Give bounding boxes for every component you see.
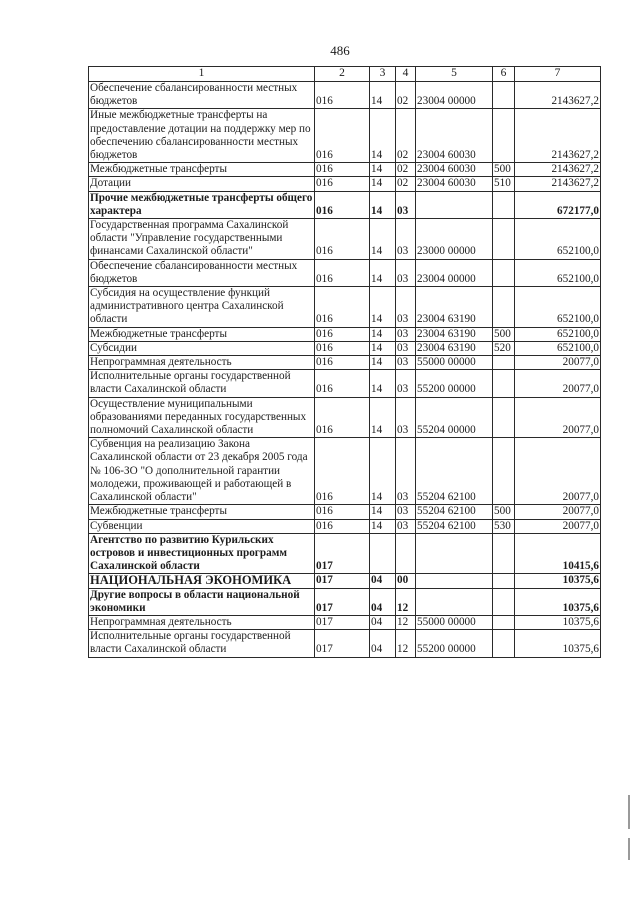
- row-section-cell: 14: [370, 177, 396, 191]
- row-section-cell: 04: [370, 588, 396, 615]
- row-section-cell: [370, 533, 396, 574]
- table-row: [89, 574, 601, 588]
- row-section-cell: 14: [370, 370, 396, 397]
- row-expense-type-cell: [493, 356, 515, 370]
- row-section-cell: 14: [370, 163, 396, 177]
- row-name-cell: Исполнительные органы государственной власти Сахалинской области: [89, 630, 315, 657]
- row-subsection-cell: [396, 533, 416, 574]
- row-amount-cell: 20077,0: [515, 519, 601, 533]
- row-target-article-cell: 55204 00000: [416, 397, 493, 438]
- row-section-cell: 04: [370, 574, 396, 588]
- row-subsection-cell: 03: [396, 370, 416, 397]
- scan-edge-mark: [628, 795, 630, 829]
- row-section-cell: 14: [370, 82, 396, 109]
- row-name-cell: Прочие межбюджетные трансферты общего характера: [89, 191, 315, 218]
- table-row: [89, 356, 601, 370]
- row-subsection-cell: 12: [396, 615, 416, 629]
- column-header: 7: [515, 67, 601, 82]
- row-amount-cell: 672177,0: [515, 191, 601, 218]
- row-admin-code-cell: 017: [315, 574, 370, 588]
- row-expense-type-cell: [493, 574, 515, 588]
- column-header: 5: [416, 67, 493, 82]
- column-header: 4: [396, 67, 416, 82]
- table-row: [89, 287, 601, 328]
- row-expense-type-cell: [493, 191, 515, 218]
- row-name-cell: Субсидия на осуществление функций административного центра Сахалинской области: [89, 287, 315, 328]
- row-expense-type-cell: 500: [493, 327, 515, 341]
- row-subsection-cell: 02: [396, 109, 416, 163]
- row-amount-cell: 20077,0: [515, 397, 601, 438]
- row-target-article-cell: 23004 63190: [416, 287, 493, 328]
- row-expense-type-cell: 510: [493, 177, 515, 191]
- table-row: [89, 327, 601, 341]
- row-section-cell: 14: [370, 519, 396, 533]
- row-expense-type-cell: 500: [493, 505, 515, 519]
- row-amount-cell: 20077,0: [515, 505, 601, 519]
- table-row: [89, 438, 601, 505]
- column-header: 2: [315, 67, 370, 82]
- row-amount-cell: 2143627,2: [515, 177, 601, 191]
- row-admin-code-cell: 016: [315, 219, 370, 260]
- row-name-cell: Обеспечение сбалансированности местных бюджетов: [89, 82, 315, 109]
- row-admin-code-cell: 016: [315, 519, 370, 533]
- row-name-cell: Субвенции: [89, 519, 315, 533]
- row-name-cell: Субсидии: [89, 341, 315, 355]
- table-row: [89, 519, 601, 533]
- row-expense-type-cell: 500: [493, 163, 515, 177]
- row-target-article-cell: 23004 00000: [416, 82, 493, 109]
- row-name-cell: НАЦИОНАЛЬНАЯ ЭКОНОМИКА: [89, 574, 315, 588]
- row-section-cell: 14: [370, 505, 396, 519]
- row-target-article-cell: 23004 60030: [416, 109, 493, 163]
- table-row: [89, 370, 601, 397]
- row-admin-code-cell: 017: [315, 615, 370, 629]
- table-row: [89, 82, 601, 109]
- row-amount-cell: 652100,0: [515, 327, 601, 341]
- row-target-article-cell: 23004 00000: [416, 259, 493, 286]
- table-row: [89, 630, 601, 657]
- table-row: [89, 505, 601, 519]
- row-name-cell: Непрограммная деятельность: [89, 356, 315, 370]
- row-admin-code-cell: 017: [315, 588, 370, 615]
- row-section-cell: 14: [370, 397, 396, 438]
- row-amount-cell: 20077,0: [515, 438, 601, 505]
- row-expense-type-cell: [493, 588, 515, 615]
- row-admin-code-cell: 017: [315, 533, 370, 574]
- row-admin-code-cell: 016: [315, 287, 370, 328]
- row-subsection-cell: 03: [396, 397, 416, 438]
- row-target-article-cell: 23004 63190: [416, 341, 493, 355]
- row-name-cell: Обеспечение сбалансированности местных бюджетов: [89, 259, 315, 286]
- row-section-cell: 14: [370, 341, 396, 355]
- column-header: 3: [370, 67, 396, 82]
- row-name-cell: Государственная программа Сахалинской области "Управление государственными финансами Сахалинской области": [89, 219, 315, 260]
- row-subsection-cell: 03: [396, 219, 416, 260]
- row-name-cell: Межбюджетные трансферты: [89, 327, 315, 341]
- row-name-cell: Субвенция на реализацию Закона Сахалинской области от 23 декабря 2005 года № 106-ЗО "О дополнительной гарантии молодежи, проживающей и работающей в Сахалинской области": [89, 438, 315, 505]
- row-subsection-cell: 03: [396, 356, 416, 370]
- row-target-article-cell: [416, 191, 493, 218]
- row-section-cell: 04: [370, 630, 396, 657]
- row-expense-type-cell: [493, 397, 515, 438]
- row-amount-cell: 20077,0: [515, 356, 601, 370]
- row-amount-cell: 2143627,2: [515, 109, 601, 163]
- row-target-article-cell: 23004 60030: [416, 163, 493, 177]
- row-expense-type-cell: [493, 370, 515, 397]
- row-expense-type-cell: [493, 615, 515, 629]
- table-row: [89, 177, 601, 191]
- row-subsection-cell: 03: [396, 191, 416, 218]
- row-amount-cell: 10375,6: [515, 630, 601, 657]
- row-section-cell: 14: [370, 109, 396, 163]
- row-admin-code-cell: 016: [315, 341, 370, 355]
- row-target-article-cell: [416, 588, 493, 615]
- row-subsection-cell: 03: [396, 519, 416, 533]
- table-row: [89, 109, 601, 163]
- row-admin-code-cell: 016: [315, 370, 370, 397]
- row-name-cell: Агентство по развитию Курильских островов и инвестиционных программ Сахалинской области: [89, 533, 315, 574]
- table-row: [89, 259, 601, 286]
- row-name-cell: Непрограммная деятельность: [89, 615, 315, 629]
- table-row: [89, 588, 601, 615]
- table-row: [89, 615, 601, 629]
- row-expense-type-cell: [493, 109, 515, 163]
- row-expense-type-cell: [493, 82, 515, 109]
- row-admin-code-cell: 017: [315, 630, 370, 657]
- row-admin-code-cell: 016: [315, 438, 370, 505]
- row-name-cell: Осуществление муниципальными образованиями переданных государственных полномочий Сахалинской области: [89, 397, 315, 438]
- row-amount-cell: 652100,0: [515, 287, 601, 328]
- row-subsection-cell: 03: [396, 287, 416, 328]
- row-subsection-cell: 12: [396, 588, 416, 615]
- row-expense-type-cell: [493, 259, 515, 286]
- row-section-cell: 14: [370, 438, 396, 505]
- row-amount-cell: 10415,6: [515, 533, 601, 574]
- row-subsection-cell: 03: [396, 327, 416, 341]
- row-target-article-cell: [416, 574, 493, 588]
- column-header: 6: [493, 67, 515, 82]
- row-amount-cell: 652100,0: [515, 259, 601, 286]
- row-target-article-cell: 55200 00000: [416, 370, 493, 397]
- row-target-article-cell: 23000 00000: [416, 219, 493, 260]
- row-amount-cell: 20077,0: [515, 370, 601, 397]
- row-section-cell: 14: [370, 327, 396, 341]
- row-amount-cell: 2143627,2: [515, 163, 601, 177]
- table-row: [89, 191, 601, 218]
- row-admin-code-cell: 016: [315, 356, 370, 370]
- row-subsection-cell: 03: [396, 341, 416, 355]
- row-expense-type-cell: [493, 630, 515, 657]
- table-row: [89, 341, 601, 355]
- row-target-article-cell: 55204 62100: [416, 438, 493, 505]
- page-number: 486: [330, 43, 350, 58]
- row-name-cell: Дотации: [89, 177, 315, 191]
- row-name-cell: Межбюджетные трансферты: [89, 505, 315, 519]
- row-expense-type-cell: [493, 219, 515, 260]
- row-expense-type-cell: 530: [493, 519, 515, 533]
- row-subsection-cell: 02: [396, 163, 416, 177]
- row-amount-cell: 10375,6: [515, 588, 601, 615]
- row-admin-code-cell: 016: [315, 109, 370, 163]
- row-subsection-cell: 00: [396, 574, 416, 588]
- row-amount-cell: 652100,0: [515, 341, 601, 355]
- column-header: 1: [89, 67, 315, 82]
- row-target-article-cell: 23004 63190: [416, 327, 493, 341]
- row-section-cell: 14: [370, 191, 396, 218]
- row-section-cell: 14: [370, 259, 396, 286]
- row-section-cell: 04: [370, 615, 396, 629]
- row-section-cell: 14: [370, 356, 396, 370]
- row-admin-code-cell: 016: [315, 327, 370, 341]
- row-section-cell: 14: [370, 287, 396, 328]
- row-name-cell: Иные межбюджетные трансферты на предоставление дотации на поддержку мер по обеспечению сбалансированности местных бюджетов: [89, 109, 315, 163]
- row-target-article-cell: 55000 00000: [416, 356, 493, 370]
- row-subsection-cell: 03: [396, 259, 416, 286]
- row-target-article-cell: 55204 62100: [416, 505, 493, 519]
- row-amount-cell: 2143627,2: [515, 82, 601, 109]
- row-subsection-cell: 02: [396, 82, 416, 109]
- row-target-article-cell: [416, 533, 493, 574]
- row-expense-type-cell: [493, 438, 515, 505]
- row-admin-code-cell: 016: [315, 163, 370, 177]
- row-amount-cell: 652100,0: [515, 219, 601, 260]
- row-subsection-cell: 12: [396, 630, 416, 657]
- column-header-row: [89, 67, 601, 82]
- row-admin-code-cell: 016: [315, 259, 370, 286]
- row-expense-type-cell: [493, 533, 515, 574]
- row-subsection-cell: 03: [396, 505, 416, 519]
- row-admin-code-cell: 016: [315, 82, 370, 109]
- row-admin-code-cell: 016: [315, 397, 370, 438]
- table-row: [89, 397, 601, 438]
- row-admin-code-cell: 016: [315, 177, 370, 191]
- row-target-article-cell: 55204 62100: [416, 519, 493, 533]
- row-expense-type-cell: [493, 287, 515, 328]
- row-section-cell: 14: [370, 219, 396, 260]
- row-admin-code-cell: 016: [315, 505, 370, 519]
- row-expense-type-cell: 520: [493, 341, 515, 355]
- row-admin-code-cell: 016: [315, 191, 370, 218]
- budget-table: [88, 66, 601, 658]
- row-name-cell: Исполнительные органы государственной власти Сахалинской области: [89, 370, 315, 397]
- row-amount-cell: 10375,6: [515, 574, 601, 588]
- row-target-article-cell: 55000 00000: [416, 615, 493, 629]
- table-row: [89, 219, 601, 260]
- row-target-article-cell: 23004 60030: [416, 177, 493, 191]
- row-target-article-cell: 55200 00000: [416, 630, 493, 657]
- row-name-cell: Другие вопросы в области национальной экономики: [89, 588, 315, 615]
- row-amount-cell: 10375,6: [515, 615, 601, 629]
- row-subsection-cell: 03: [396, 438, 416, 505]
- row-name-cell: Межбюджетные трансферты: [89, 163, 315, 177]
- scan-edge-mark: [628, 838, 630, 860]
- table-row: [89, 163, 601, 177]
- table-row: [89, 533, 601, 574]
- row-subsection-cell: 02: [396, 177, 416, 191]
